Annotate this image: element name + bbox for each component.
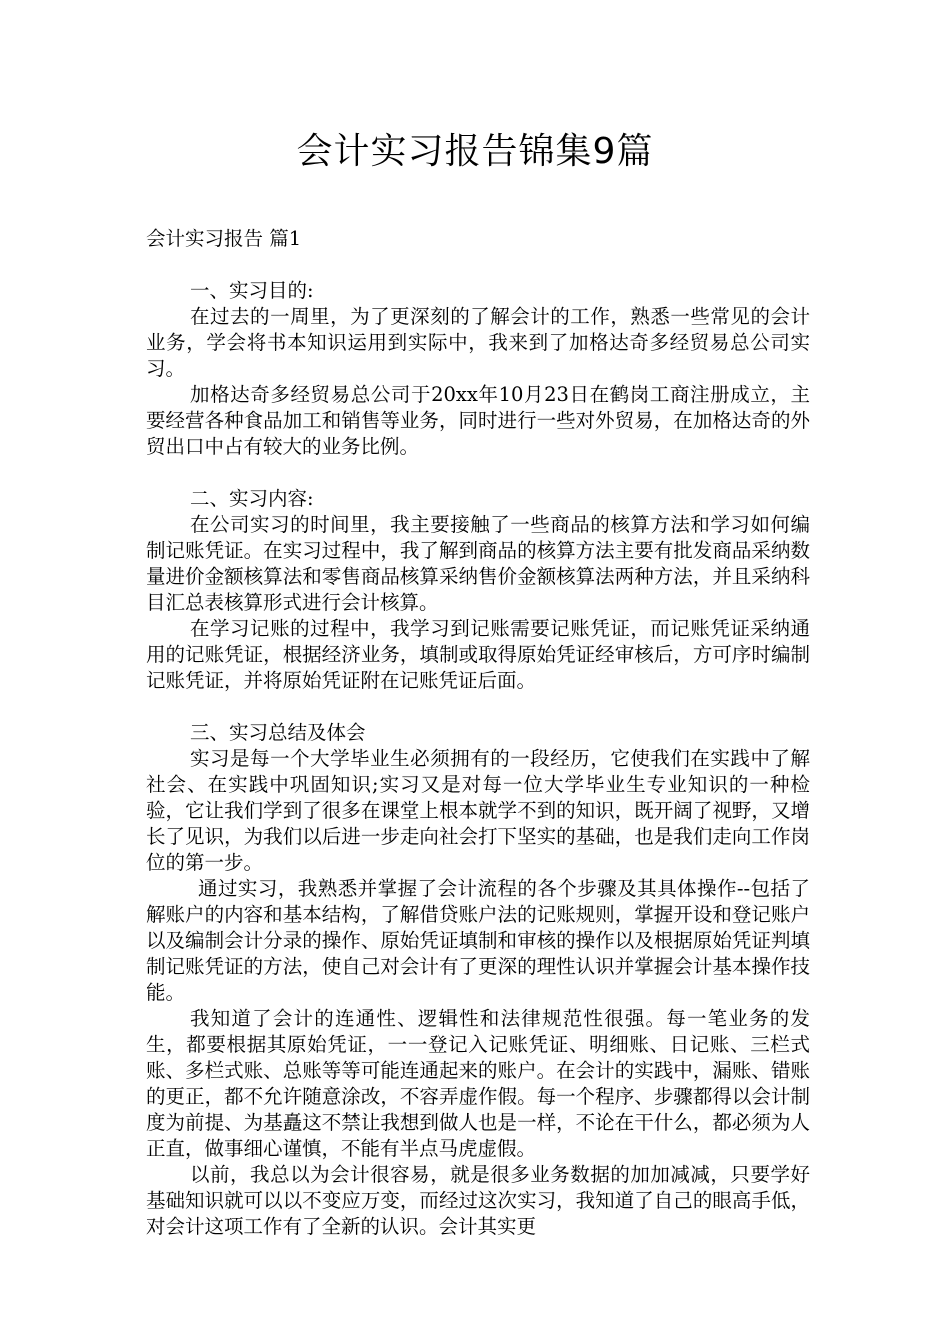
section-heading-objective: 一、实习目的: [190,279,314,302]
paragraph: 以前，我总以为会计很容易，就是很多业务数据的加加减减，只要学好基础知识就可以以不变应万变，而经过这次实习，我知道了自己的眼高手低，对会计这项工作有了全新的认识。会计其实更 [146,1163,810,1238]
document-body [146,226,810,1240]
paragraph: 在过去的一周里，为了更深刻的了解会计的工作，熟悉一些常见的会计业务，学会将书本知识运用到实际中，我来到了加格达奇多经贸易总公司实习。 [146,305,810,380]
paragraph: 我知道了会计的连通性、逻辑性和法律规范性很强。每一笔业务的发生，都要根据其原始凭证，一一登记入记账凭证、明细账、日记账、三栏式账、多栏式账、总账等等可能连通起来的账户。在会计的实践中，漏账、错账的更正，都不允许随意涂改，不容弄虚作假。每一个程序、步骤都得以会计制度为前提、为基矗这不禁让我想到做人也是一样，不论在干什么，都必须为人正直，做事细心谨慎，不能有半点马虎虚假。 [146,1007,810,1160]
section-heading-summary: 三、实习总结及体会 [190,721,366,744]
section-gap [146,460,810,486]
paragraph: 实习是每一个大学毕业生必须拥有的一段经历，它使我们在实践中了解社会、在实践中巩固知识;实习又是对每一位大学毕业生专业知识的一种检验，它让我们学到了很多在课堂上根本就学不到的知识，既开阔了视野，又增长了见识，为我们以后进一步走向社会打下坚实的基础，也是我们走向工作岗位的第一步。 [146,747,810,874]
section-gap [146,694,810,720]
paragraph: 加格达奇多经贸易总公司于20xx年10月23日在鹤岗工商注册成立，主要经营各种食品加工和销售等业务，同时进行一些对外贸易，在加格达奇的外贸出口中占有较大的业务比例。 [146,383,810,458]
paragraph: 在公司实习的时间里，我主要接触了一些商品的核算方法和学习如何编制记账凭证。在实习过程中，我了解到商品的核算方法主要有批发商品采纳数量进价金额核算法和零售商品核算采纳售价金额核算法两种方法，并且采纳科目汇总表核算形式进行会计核算。 [146,513,810,614]
paragraph: 在学习记账的过程中，我学习到记账需要记账凭证，而记账凭证采纳通用的记账凭证，根据经济业务，填制或取得原始凭证经审核后，方可序时编制记账凭证，并将原始凭证附在记账凭证后面。 [146,617,810,692]
part-title: 会计实习报告 篇1 [146,227,302,250]
section-heading-content: 二、实习内容: [190,487,314,510]
paragraph: 通过实习，我熟悉并掌握了会计流程的各个步骤及其具体操作--包括了解账户的内容和基本结构，了解借贷账户法的记账规则，掌握开设和登记账户以及编制会计分录的操作、原始凭证填制和审核的操作以及根据原始凭证判填制记账凭证的方法，使自己对会计有了更深的理性认识并掌握会计基本操作技能。 [146,877,810,1004]
document-title: 会计实习报告锦集9篇 [296,131,654,172]
